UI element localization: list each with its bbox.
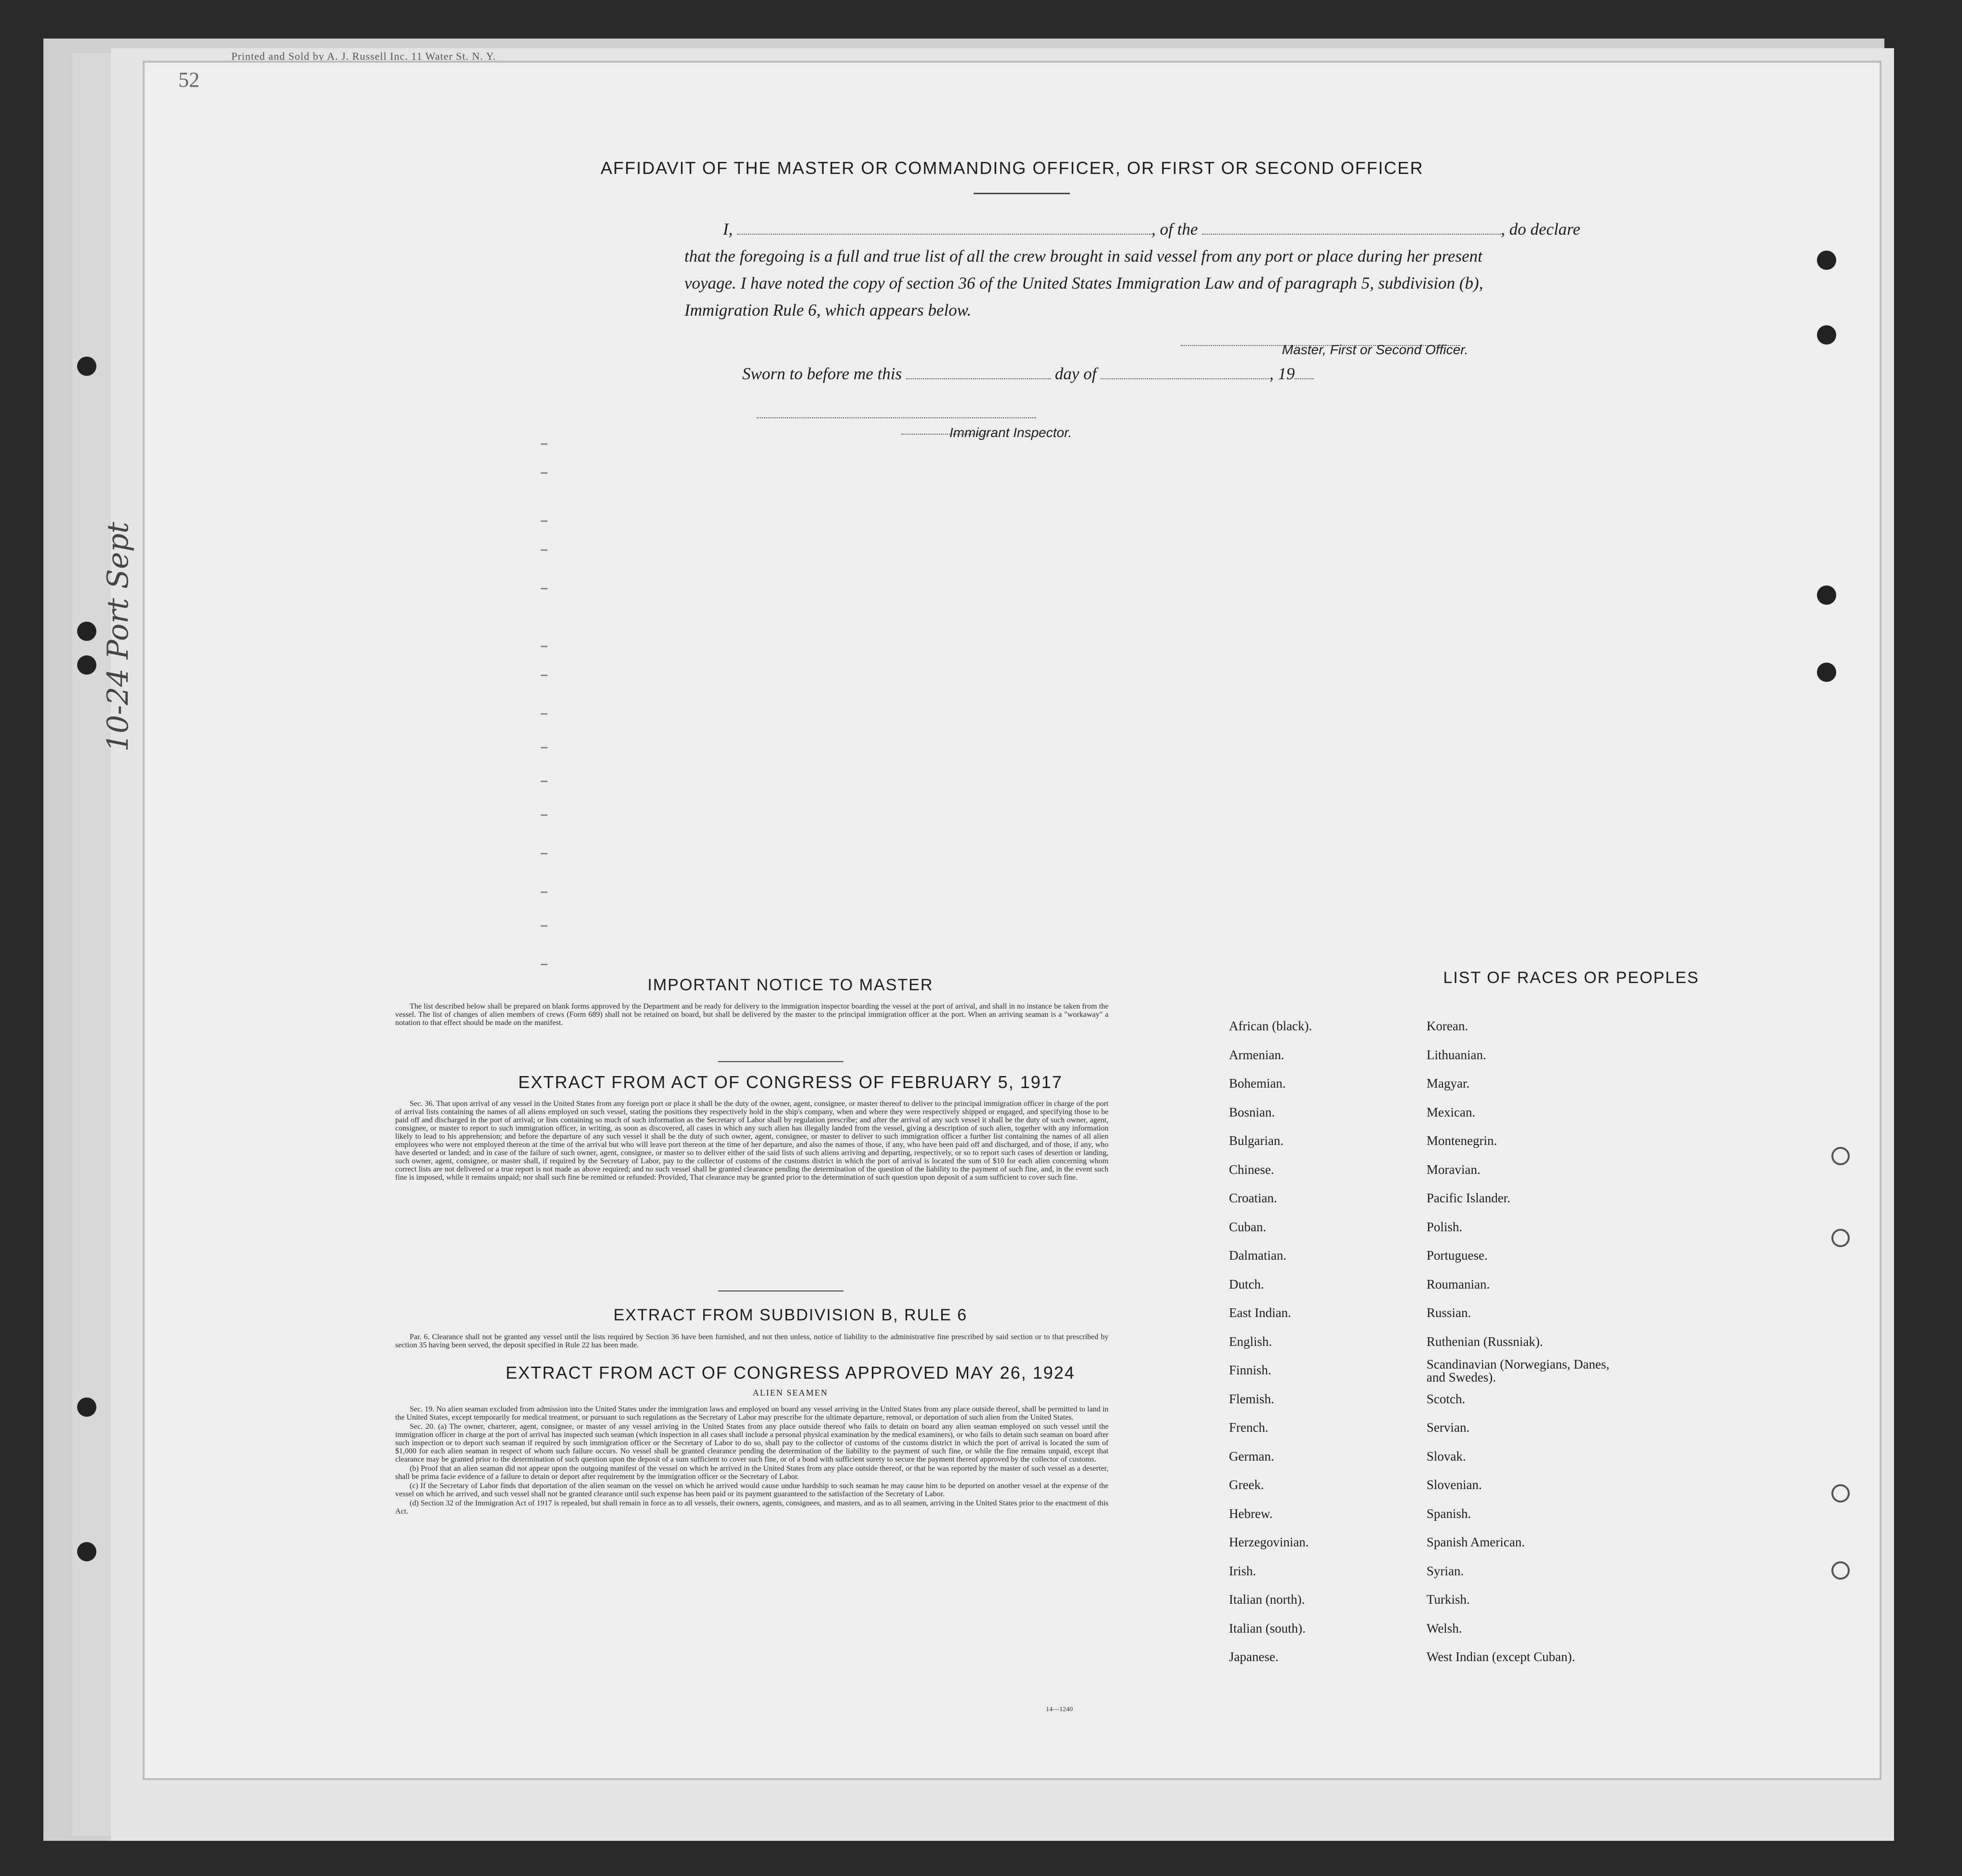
race-item: Croatian. [1229,1191,1277,1205]
margin-tick [541,549,547,551]
notice-paragraph: The list described below shall be prepared on blank forms approved by the Department and be ready for delivery to the immigration inspector boarding the vessel at the port of arrival, and shall in no instance be taken from the vessel. The list of changes of alien members of crews (Form 689) shall not be retained on board, but shall be delivered by the master to the principal immigration officer at the port. When an arriving seaman is a "workaway" a notation to that effect should be made on the manifest. [395,1002,1108,1027]
binder-hole [1817,325,1836,345]
race-item: Servian. [1427,1420,1470,1435]
binder-hole [1831,1147,1850,1165]
binder-hole [77,655,96,675]
race-item: Polish. [1427,1219,1463,1234]
act-1917-title: EXTRACT FROM ACT OF CONGRESS OF FEBRUARY 5, 1917 [518,1072,1063,1092]
notice-title: IMPORTANT NOTICE TO MASTER [647,976,934,994]
binder-hole [77,1542,96,1561]
act-1924-sec20d: (d) Section 32 of the Immigration Act of 1917 is repealed, but shall remain in force as to all vessels, their owners, agents, consignees, and masters, and as to all seamen, arriving in the United States prior to the enactment of this Act. [395,1499,1108,1516]
race-item: Scotch. [1427,1391,1466,1406]
race-item: German. [1229,1449,1274,1464]
binder-hole [77,622,96,641]
race-item: English. [1229,1334,1272,1349]
race-item: Spanish American. [1427,1535,1525,1549]
affidavit-line-3: voyage. I have noted the copy of section 36 of the United States Immigration Law and of paragraph 5, subdivision (b), [684,274,1483,293]
race-item: West Indian (except Cuban). [1427,1650,1575,1664]
race-item: East Indian. [1229,1305,1291,1320]
vessel-blank [1202,221,1501,235]
races-column-1 [1229,1012,1312,1672]
race-item: Spanish. [1427,1506,1471,1521]
act-1924-sec20c: (c) If the Secretary of Labor finds that deportation of the alien seaman on the vessel on which he arrived would cause undue hardship to such seaman he may cause him to be deported on another vessel at the expense of the vessel on which he arrived, and such vessel shall not be granted clearance until such expense has been paid or its payment guaranteed to the satisfaction of the Secretary of Labor. [395,1482,1108,1498]
act-1924-sec20b: (b) Proof that an alien seaman did not appear upon the outgoing manifest of the vessel on which he arrived in the United States from any place outside thereof, or that he was reported by the master of such vessel as a deserter, shall be prima facie evidence of a failure to detain or deport after requirement by the immigration officer or the Secretary of Labor. [395,1464,1108,1481]
margin-tick [541,747,547,748]
rule-6-title: EXTRACT FROM SUBDIVISION B, RULE 6 [613,1306,968,1324]
margin-tick [541,713,547,715]
day-of: day of [1054,364,1097,383]
race-item: Slovenian. [1427,1477,1482,1492]
race-item: Magyar. [1427,1076,1470,1091]
margin-tick [541,853,547,854]
races-column-2 [1427,1012,1629,1672]
act-1924-subtitle: ALIEN SEAMEN [752,1388,828,1397]
race-item: Flemish. [1229,1391,1274,1406]
act-1924-title: EXTRACT FROM ACT OF CONGRESS APPROVED MAY 26, 1924 [506,1363,1075,1383]
race-item: Bosnian. [1229,1104,1275,1119]
race-item: Syrian. [1427,1563,1464,1578]
race-item: Roumanian. [1427,1277,1490,1291]
sworn-line [742,360,1417,387]
binder-hole [1831,1229,1850,1247]
inspector-label: Immigrant Inspector. [949,425,1072,440]
race-item: Greek. [1229,1477,1264,1492]
margin-tick [541,646,547,647]
binder-hole [1817,251,1836,270]
race-item: Portuguese. [1427,1248,1488,1263]
title-divider [974,193,1070,194]
race-item: Finnish. [1229,1363,1271,1377]
margin-tick [541,588,547,589]
binder-hole [1831,1484,1850,1503]
margin-tick [541,925,547,927]
binder-hole [1831,1561,1850,1580]
section-divider [718,1061,843,1062]
race-item: French. [1229,1420,1268,1435]
margin-tick [541,443,547,445]
race-item: Italian (north). [1229,1592,1305,1607]
margin-tick [541,520,547,522]
day-blank [906,366,1051,379]
race-item [1427,1356,1629,1385]
affidavit-title: AFFIDAVIT OF THE MASTER OR COMMANDING OFFICER, OR FIRST OR SECOND OFFICER [601,158,1424,178]
race-item-text: Scandinavian (Norwegians, Danes, and Swedes). [1427,1357,1610,1384]
notice-body [395,1002,1108,1028]
margin-tick [541,781,547,782]
race-item: Cuban. [1229,1219,1267,1234]
race-item: African (black). [1229,1019,1312,1033]
race-item: Welsh. [1427,1621,1462,1636]
year-prefix: , 19 [1269,364,1295,383]
handwritten-annotation: 10-24 Port Sept [101,521,135,752]
race-item: Korean. [1427,1019,1468,1033]
affidavit-page [145,63,1880,1778]
race-item: Lithuanian. [1427,1047,1486,1062]
binder-hole [77,1397,96,1417]
rule-6-paragraph: Par. 6. Clearance shall not be granted any vessel until the lists required by Section 36 have been furnished, and not then unless, notice of liability to the administrative fine prescribed by said section or to that prescribed by section 35 having been served, the deposit specified in Rule 22 has been made. [395,1333,1108,1349]
race-item: Montenegrin. [1427,1133,1497,1148]
margin-tick [541,675,547,676]
affidavit-i: I, [723,220,733,239]
binder-hole [1817,663,1836,682]
act-1917-body [395,1100,1108,1183]
corner-mark: 52 [178,68,200,92]
race-item: Japanese. [1229,1650,1279,1664]
race-item: Turkish. [1427,1592,1470,1607]
printer-line: Printed and Sold by A. J. Russell Inc. 11 Water St. N. Y. [231,50,496,62]
master-label: Master, First or Second Officer. [1282,342,1468,357]
race-item: Hebrew. [1229,1506,1273,1521]
margin-tick [541,814,547,816]
race-item: Dutch. [1229,1277,1264,1291]
race-item: Mexican. [1427,1104,1476,1119]
rule-6-body [395,1333,1108,1350]
race-item: Italian (south). [1229,1621,1306,1636]
form-number: 14—1240 [1046,1706,1073,1713]
margin-tick [541,891,547,893]
affidavit-line-4: Immigration Rule 6, which appears below. [684,301,972,319]
race-item: Armenian. [1229,1047,1284,1062]
sworn-text: Sworn to before me this [742,364,902,383]
binder-hole [1817,585,1836,605]
margin-tick [541,472,547,474]
inspector-signature-blank [757,405,1036,418]
binder-hole [77,357,96,376]
do-declare: , do declare [1501,220,1581,239]
races-title: LIST OF RACES OR PEOPLES [1443,969,1699,987]
race-item: Chinese. [1229,1162,1274,1177]
act-1924-body [395,1405,1108,1517]
month-blank [1101,366,1269,379]
act-1924-sec20a: Sec. 20. (a) The owner, charterer, agent, consignee, or master of any vessel arriving in the United States from any place outside thereof who fails to detain on board any alien seaman employed on such vessel until the immigration officer in charge at the port of arrival has inspected such seaman (which inspection in all cases shall include a personal physical examination by the medical examiners), or who fails to detain such seaman on board after such inspection or to deport such seaman if required by such immigration officer or the Secretary of Labor to do so, shall pay to the collector of customs of the customs district in which the port of arrival is located the sum of $1,000 for each alien seaman in respect of whom such failure occurs. No vessel shall be granted clearance pending the determination of the liability to the payment of such fine, or while the fine remains unpaid, except that clearance may be granted prior to the determination of such question upon the deposit of a sum sufficient to cover such fine, or of a bond with sufficient surety to secure the payment thereof approved by the collector of customs. [395,1423,1108,1464]
race-item: Bohemian. [1229,1076,1286,1091]
race-item: Ruthenian (Russniak). [1427,1334,1543,1349]
race-item: Irish. [1229,1563,1256,1578]
race-item: Herzegovinian. [1229,1535,1309,1549]
name-blank [737,221,1151,235]
affidavit-line-2: that the foregoing is a full and true list of all the crew brought in said vessel from any port or place during her present [684,247,1482,266]
race-item: Russian. [1427,1305,1471,1320]
margin-tick [541,964,547,965]
of-the: , of the [1151,220,1198,239]
race-item: Bulgarian. [1229,1133,1284,1148]
act-1924-sec19: Sec. 19. No alien seaman excluded from admission into the United States under the immigration laws and employed on board any vessel arriving in the United States from any place outside thereof, shall be permitted to land in the United States, except temporarily for medical treatment, or pursuant to such regulations as the Secretary of Labor may prescribe for the ultimate departure, removal, or deportation of such alien from the United States. [395,1405,1108,1422]
act-1917-paragraph: Sec. 36. That upon arrival of any vessel in the United States from any foreign port or place it shall be the duty of the owner, agent, consignee, or master thereof to deliver to the principal immigration officer in charge of the port of arrival lists containing the names of all aliens employed on such vessel, stating the positions they respectively hold in the ship's company, when and where they were respectively shipped or engaged, and specifying those to be paid off and discharged in the port of arrival; or lists containing so much of such information as the Secretary of Labor shall by regulation prescribe; and after the arrival of any such vessel it shall be the duty of such owner, agent, consignee, or master to report to such immigration officer, in writing, as soon as discovered, all cases in which any such alien has illegally landed from the vessel, giving a description of such alien, together with any information likely to lead to his apprehension; and before the departure of any such vessel it shall be the duty of such owner, agent, consignee, or master to deliver to such immigration officer a further list containing the names of all alien employees who were not employed thereon at the time of the arrival but who will leave port thereon at the time of her departure, and also the names of those, if any, who have been paid off and discharged, and of those, if any, who have deserted or landed; and in case of the failure of such owner, agent, consignee, or master so to deliver either of the said lists of such aliens arriving and departing, respectively, or so to report such cases of desertion or landing, such owner, agent, consignee, or master shall, if required by the Secretary of Labor, pay to the collector of customs of the customs district in which the port of arrival is located the sum of $10 for each alien concerning whom correct lists are not delivered or a true report is not made as above required; and no such vessel shall be granted clearance pending the determination of the question of the liability to the payment of such fine, and, in the event such fine is imposed, while it remains unpaid; nor shall such fine be remitted or refunded: Provided, That clearance may be granted prior to the determination of such question upon deposit of a sum sufficient to cover such fine. [395,1100,1108,1182]
race-item: Moravian. [1427,1162,1481,1177]
race-item: Slovak. [1427,1449,1466,1464]
year-blank [1295,366,1314,379]
race-item: Pacific Islander. [1427,1191,1510,1205]
affidavit-line-1 [723,216,1639,243]
race-item: Dalmatian. [1229,1248,1287,1263]
